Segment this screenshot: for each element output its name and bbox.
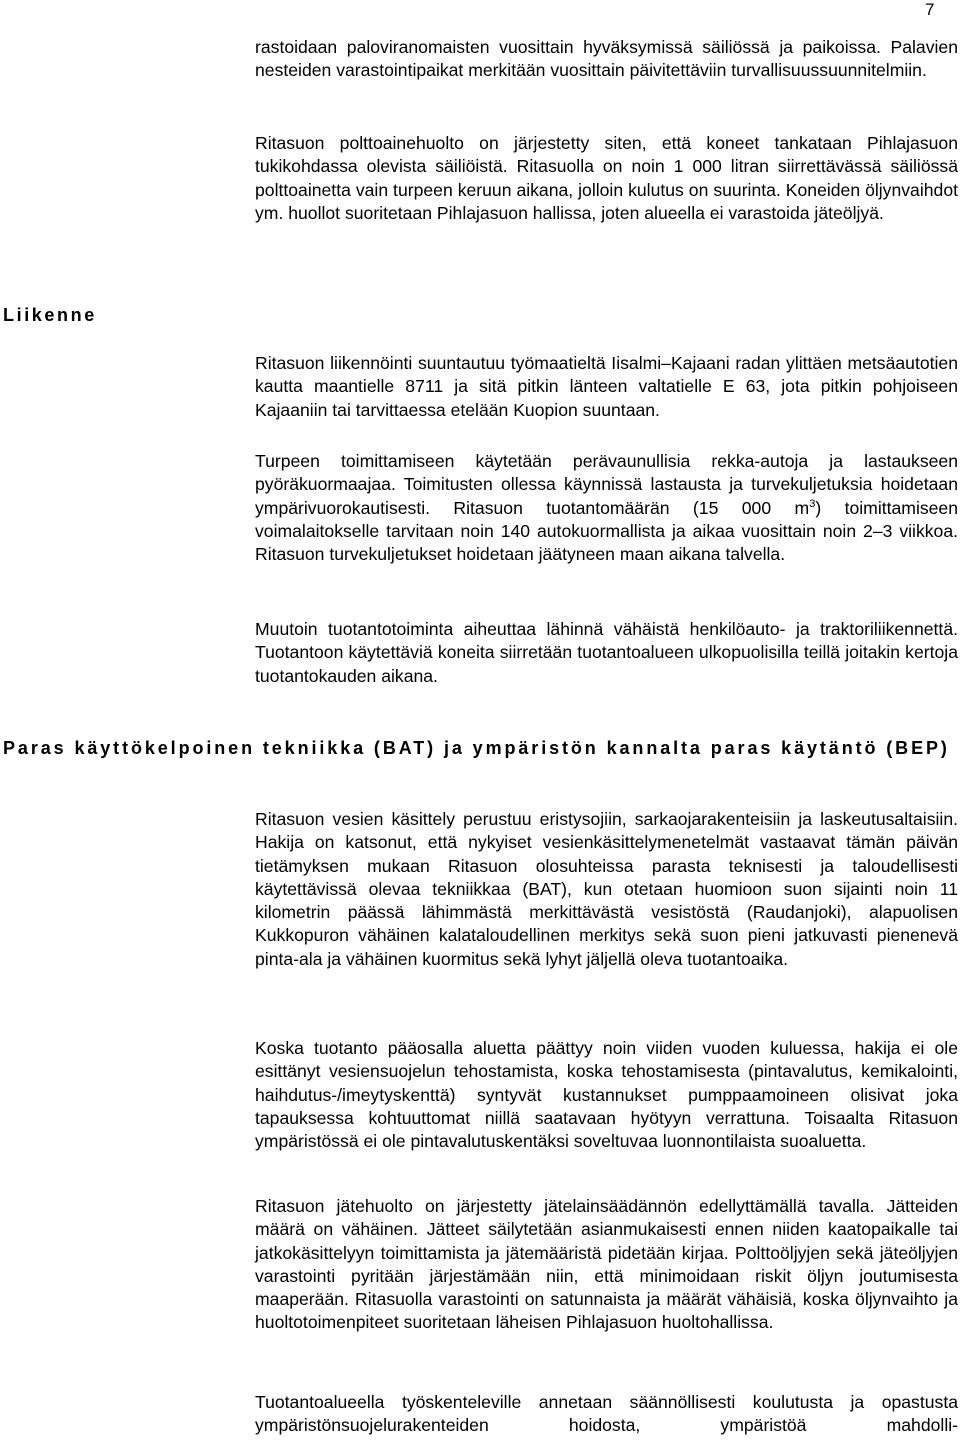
paragraph: Muutoin tuotantotoiminta aiheuttaa lähinnä vähäistä henkilöauto- ja traktoriliikennettä. Tuotantoon käytettäviä koneita siirretään tuotantoalueen ulkopuolisilla teillä joitakin kertoja tuotantokauden aikana. <box>255 619 958 686</box>
text-span: ) toimittamiseen voimalaitokselle tarvitaan noin 140 autokuormallista ja aikaa vuosittain noin 2–3 viikkoa. Ritasuon turvekuljetukset hoidetaan jäätyneen maan aikana talvella. <box>255 497 959 565</box>
section-heading-liikenne: Liikenne <box>3 305 97 325</box>
section-heading-bat: Paras käyttökelpoinen tekniikka (BAT) ja ympäristön kannalta paras käytäntö (BEP) <box>3 738 950 758</box>
paragraph <box>255 450 958 566</box>
page-number: 7 <box>925 0 935 19</box>
liikenne-text-1 <box>255 352 958 422</box>
paragraph: rastoidaan paloviranomaisten vuosittain hyväksymissä säiliössä ja paikoissa. Palavien nesteiden varastointipaikat merkitään vuosittain päivitettäviin turvallisuussuunnitelmiin. <box>255 37 958 81</box>
bat-text-4 <box>255 1391 958 1438</box>
paragraph: Ritasuon polttoainehuolto on järjestetty siten, että koneet tankataan Pihlajasuon tukikohdassa olevista säiliöistä. Ritasuolla on noin 1 000 litran siirrettävässä säiliössä polttoainetta vain turpeen keruun aikana, jolloin kulutus on suurinta. Koneiden öljynvaihdot ym. huollot suoritetaan Pihlajasuon hallissa, joten alueella ei varastoida jäteöljyä. <box>255 133 958 223</box>
paragraph: Ritasuon vesien käsittely perustuu eristysojiin, sarkaojarakenteisiin ja laskeutusaltaisiin. Hakija on katsonut, että nykyiset vesienkäsittelymenetelmät vastaavat tämän päivän tietämyksen mukaan Ritasuon olosuhteissa parasta teknisesti ja taloudellisesti käytettävissä olevaa tekniikkaa (BAT), kun otetaan huomioon suon sijainti noin 11 kilometrin päässä lähimmästä merkittävästä vesistöstä (Raudanjoki), alapuolisen Kukkopuron vähäinen kalataloudellinen merkitys sekä suon pieni jatkuvasti pienenevä pinta-ala ja vähäinen kuormitus sekä lyhyt jäljellä oleva tuotantoaika. <box>255 809 958 969</box>
bat-text-2 <box>255 1037 958 1153</box>
paragraph: Ritasuon liikennöinti suuntautuu työmaatieltä Iisalmi–Kajaani radan ylittäen metsäautotien kautta maantielle 8711 ja sitä pitkin länteen valtatielle E 63, jota pitkin pohjoiseen Kajaaniin tai tarvittaessa etelään Kuopion suuntaan. <box>255 353 958 420</box>
intro-text <box>255 36 958 83</box>
bat-text-3 <box>255 1195 958 1335</box>
text-span: Turpeen toimittamiseen käytetään perävaunullisia rekka-autoja ja lastaukseen pyöräkuormaajaa. Toimitusten ollessa käynnissä lastausta ja turvekuljetuksia hoidetaan ympärivuorokautisesti. Ritasuon tuotantomäärän (15 000 m <box>255 451 958 518</box>
paragraph: Koska tuotanto pääosalla aluetta päättyy noin viiden vuoden kuluessa, hakija ei ole esittänyt vesiensuojelun tehostamista, koska tehostamisesta (pintavalutus, kemikalointi, haihdutus-/imeytyskenttä) syntyvät kustannukset pumppaamoineen olisivat joka tapauksessa kohtuuttomat niillä saatavaan hyötyyn verrattuna. Toisaalta Ritasuon ympäristössä ei ole pintavalutuskentäksi soveltuvaa luonnontilaista suoaluetta. <box>255 1038 958 1152</box>
liikenne-text-2 <box>255 450 958 566</box>
superscript: 3 <box>809 497 816 510</box>
intro-text-2 <box>255 132 958 225</box>
bat-text-1 <box>255 808 958 971</box>
paragraph: Tuotantoalueella työskenteleville annetaan säännöllisesti koulutusta ja opastusta ympäristönsuojelurakenteiden hoidosta, ympäristöä mahdolli- <box>255 1392 958 1436</box>
liikenne-text-3 <box>255 618 958 688</box>
paragraph: Ritasuon jätehuolto on järjestetty jätelainsäädännön edellyttämällä tavalla. Jätteiden määrä on vähäinen. Jätteet säilytetään asianmukaisesti ennen niiden kaatopaikalle tai jatkokäsittelyyn toimittamista ja jätemääristä pidetään kirjaa. Polttoöljyjen sekä jäteöljyjen varastointi pyritään järjestämään niin, että minimoidaan riskit öljyn joutumisesta maaperään. Ritasuolla varastointi on satunnaista ja määrät vähäisiä, koska öljynvaihto ja huoltotoimenpiteet suoritetaan läheisen Pihlajasuon huoltohallissa. <box>255 1196 958 1333</box>
